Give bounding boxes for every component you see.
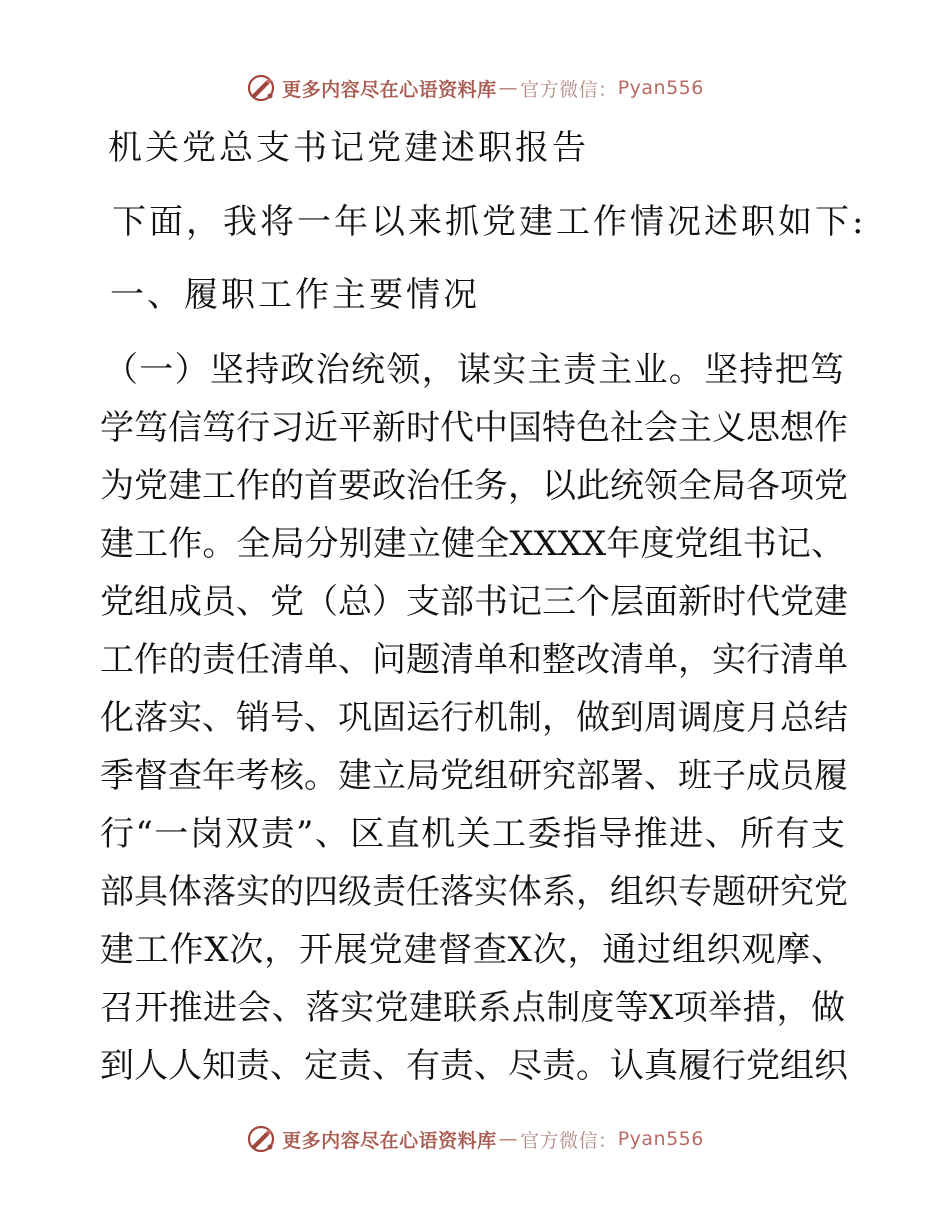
banner-wechat-label: 官方微信： <box>520 1129 618 1152</box>
paragraph-line: 到人人知责、定责、有责、尽责。认真履行党组织 <box>100 1046 848 1086</box>
paragraph-line: 季督查年考核。建立局党组研究部署、班子成员履 <box>100 756 848 796</box>
intro-sentence: 下面，我将一年以来抓党建工作情况述职如下: <box>112 202 867 242</box>
paragraph-line: 化落实、销号、巩固运行机制，做到周调度月总结 <box>100 698 848 738</box>
paragraph-line: 为党建工作的首要政治任务，以此统领全局各项党 <box>100 466 848 506</box>
paragraph-line: 党组成员、党（总）支部书记三个层面新时代党建 <box>100 582 848 622</box>
paragraph-line: 建工作。全局分别建立健全XXXX年度党组书记、 <box>100 524 845 564</box>
banner-wechat-label: 官方微信： <box>520 78 618 101</box>
banner-account: Pyan556 <box>617 77 704 99</box>
paragraph-line: 召开推进会、落实党建联系点制度等X项举措，做 <box>100 988 845 1028</box>
paragraph-line: （一）坚持政治统领，谋实主责主业。坚持把笃 <box>104 350 844 390</box>
document-title: 机关党总支书记党建述职报告 <box>108 128 589 168</box>
pen-logo-icon <box>246 73 276 103</box>
section-heading: 一、履职工作主要情况 <box>110 275 480 315</box>
paragraph-line: 建工作X次，开展党建督查X次，通过组织观摩、 <box>100 930 845 970</box>
banner-dash: — <box>498 1128 519 1150</box>
banner-dash: — <box>498 77 519 99</box>
footer-watermark-banner <box>0 1124 950 1154</box>
pen-logo-icon <box>246 1124 276 1154</box>
paragraph-line: 行“一岗双责”、区直机关工委指导推进、所有支 <box>100 814 845 854</box>
paragraph-line: 部具体落实的四级责任落实体系，组织专题研究党 <box>100 872 848 912</box>
banner-brand-text: 更多内容尽在心语资料库 <box>282 1129 497 1152</box>
header-watermark-banner <box>0 73 950 103</box>
paragraph-line: 工作的责任清单、问题清单和整改清单，实行清单 <box>100 640 848 680</box>
paragraph-line: 学笃信笃行习近平新时代中国特色社会主义思想作 <box>100 408 848 448</box>
banner-brand-text: 更多内容尽在心语资料库 <box>282 78 497 101</box>
banner-account: Pyan556 <box>617 1128 704 1150</box>
